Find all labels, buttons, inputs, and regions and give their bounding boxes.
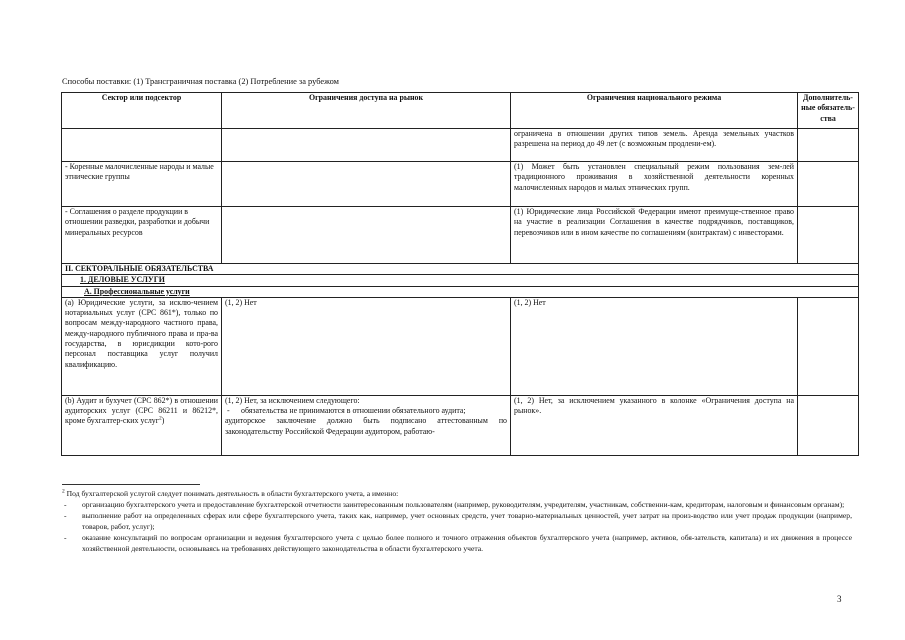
sector-text: (b) Аудит и бухучет (CPC 862*) в отношении аудиторских услуг (CPC 86211 и 86212*, кроме бухгалтер-ских услуг	[65, 395, 218, 426]
table-row	[62, 129, 859, 162]
section-title: А. Профессиональные услуги	[84, 286, 190, 296]
cell-national-treatment: ограничена в отношении других типов земель. Аренда земельных участков разрешена на период до 49 лет (с возможным продлени-ем).	[511, 129, 798, 162]
cell-market-access: (1, 2) Нет	[222, 297, 511, 395]
cell-sector	[62, 395, 222, 455]
table-row	[62, 297, 859, 395]
header-national-treatment: Ограничения национального режима	[511, 93, 798, 129]
section-heading	[62, 275, 859, 286]
section-row	[62, 286, 859, 297]
market-access-list	[225, 406, 507, 416]
cell-national-treatment: (1, 2) Нет	[511, 297, 798, 395]
footnote-intro-text: Под бухгалтерской услугой следует понимать деятельность в области бухгалтерского учета, а именно:	[66, 489, 399, 498]
footnote	[62, 489, 852, 556]
market-access-intro: (1, 2) Нет, за исключением следующего:	[225, 395, 360, 405]
section-heading: II. СЕКТОРАЛЬНЫЕ ОБЯЗАТЕЛЬСТВА	[62, 264, 859, 275]
table-row	[62, 162, 859, 207]
cell-additional	[798, 395, 859, 455]
footnote-separator	[62, 484, 200, 485]
cell-market-access	[222, 207, 511, 264]
sector-text-tail: )	[161, 416, 165, 426]
section-title: 1. ДЕЛОВЫЕ УСЛУГИ	[80, 275, 165, 285]
footnote-ref: 2	[158, 415, 162, 422]
footnote-item: - выполнение работ на определенных сферах или сфере бухгалтерского учета, таких как, например, учет основных средств, учет товарно-материальных ценностей, учет затрат на произ-водство или учет продаж продукции (например, товаров, работ, услуг);	[62, 511, 852, 532]
cell-national-treatment: (1) Может быть установлен специальный режим пользования зем-лей традиционного проживания в хозяйственной деятельности коренных малочисленных народов и малых этнических групп.	[511, 162, 798, 207]
header-additional: Дополнитель-ные обязатель-ства	[798, 93, 859, 129]
cell-additional	[798, 207, 859, 264]
cell-market-access	[222, 129, 511, 162]
table-row	[62, 207, 859, 264]
header-market-access: Ограничения доступа на рынок	[222, 93, 511, 129]
footnote-marker: 2	[62, 488, 65, 495]
footnote-item: - оказание консультаций по вопросам организации и ведения бухгалтерского учета с целью более полного и точного отражения объектов бухгалтерского учета (например, активов, обя-зательств, капитала) и их движения в процессе хозяйственной деятельности, основываясь на требованиях действующего законодательства в области бухгалтерского учета.	[62, 533, 852, 554]
footnote-intro	[62, 489, 852, 500]
table-header-row	[62, 93, 859, 129]
section-row	[62, 275, 859, 286]
cell-additional	[798, 297, 859, 395]
cell-national-treatment: (1) Юридические лица Российской Федерации имеют преимуще-ственное право на участие в реализации Соглашения в качестве подрядчиков, поставщиков, перевозчиков или в ином качестве по соглашениям (контрактам) с инвесторами.	[511, 207, 798, 264]
schedule-table	[61, 92, 859, 456]
section-row	[62, 264, 859, 275]
cell-sector: (a) Юридические услуги, за исклю-чением нотариальных услуг (CPC 861*), только по вопросам между-народного частного права, между-народного публичного права и пра-ва государства, в юрисдикции кото-рого персонал поставщика услуг получил квалификацию.	[62, 297, 222, 395]
cell-additional	[798, 129, 859, 162]
cell-sector: - Соглашения о разделе продукции в отношении разведки, разработки и добычи минеральных ресурсов	[62, 207, 222, 264]
cell-additional	[798, 162, 859, 207]
cell-market-access	[222, 395, 511, 455]
page-number: 3	[837, 594, 842, 604]
section-heading	[62, 286, 859, 297]
footnote-list	[62, 500, 852, 555]
market-access-note: аудиторское заключение должно быть подписано аттестованным по законодательству Российской Федерации аудитором, работаю-	[225, 416, 507, 436]
table-row	[62, 395, 859, 455]
header-sector: Сектор или подсектор	[62, 93, 222, 129]
supply-modes-caption: Способы поставки: (1) Трансграничная поставка (2) Потребление за рубежом	[62, 77, 339, 86]
cell-sector: - Коренные малочисленные народы и малые этнические группы	[62, 162, 222, 207]
cell-national-treatment: (1, 2) Нет, за исключением указанного в колонке «Ограничения доступа на рынок».	[511, 395, 798, 455]
list-item: - обязательства не принимаются в отношении обязательного аудита;	[225, 406, 507, 416]
cell-sector	[62, 129, 222, 162]
footnote-item: - организацию бухгалтерского учета и предоставление бухгалтерской отчетности заинтересованным пользователям (например, руководителям, учредителям, участникам, собственни-кам, кредиторам, налоговым и финансовым органам);	[62, 500, 852, 511]
cell-market-access	[222, 162, 511, 207]
